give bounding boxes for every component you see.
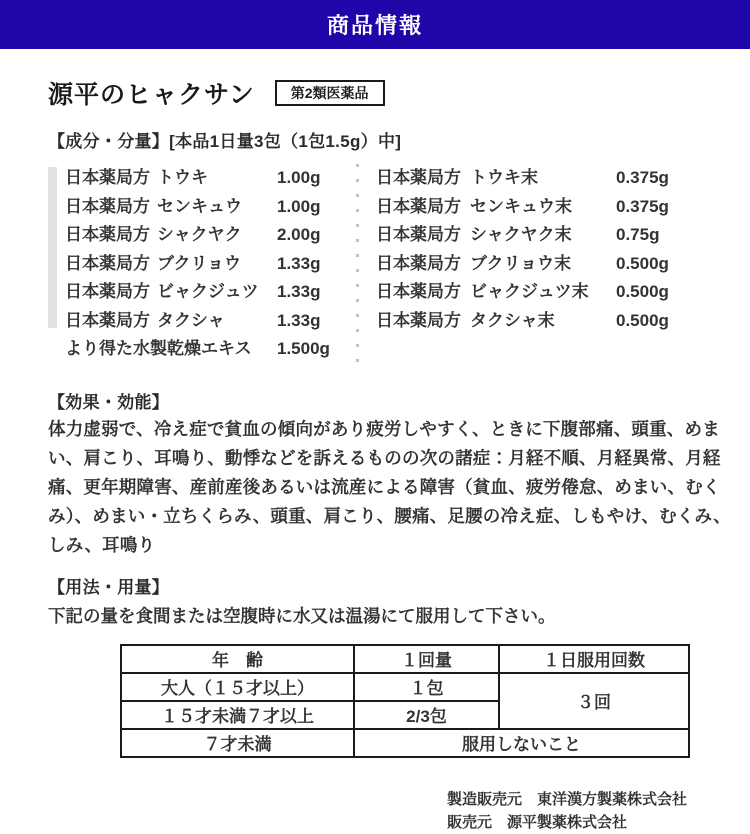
ingredient-row: 日本薬局方 ブクリョウ末 0.500g bbox=[376, 253, 669, 273]
column-divider-dotted-line bbox=[356, 164, 359, 365]
company-info bbox=[48, 788, 730, 834]
product-header bbox=[48, 75, 730, 111]
col-header-times: １日服用回数 bbox=[499, 645, 689, 673]
drug-classification-badge: 第2類医薬品 bbox=[275, 80, 385, 106]
dosage-heading: 【用法・用量】 bbox=[48, 577, 170, 597]
ingredients-left-column bbox=[48, 164, 343, 364]
table-row-under7 bbox=[121, 729, 689, 757]
dosage-table bbox=[120, 644, 690, 758]
ingredient-row: 日本薬局方 ビャクジュツ末 0.500g bbox=[376, 282, 669, 301]
content-area bbox=[0, 75, 750, 834]
col-header-age: 年 齢 bbox=[121, 645, 354, 673]
ingredient-row: 日本薬局方 センキュウ 1.00g bbox=[65, 196, 321, 216]
manufacturer-line: 製造販売元 東洋漢方製薬株式会社 bbox=[447, 790, 688, 808]
ingredient-row: 日本薬局方 トウキ 1.00g bbox=[65, 168, 321, 187]
ingredient-row: 日本薬局方 シャクヤク 2.00g bbox=[65, 225, 321, 244]
adult-dose-cell: １包 bbox=[354, 673, 499, 701]
table-row-adult bbox=[121, 673, 689, 701]
child-age-cell: １５才未満７才以上 bbox=[121, 701, 354, 729]
ingredient-row: 日本薬局方 ビャクジュツ 1.33g bbox=[65, 282, 321, 301]
seller-line: 販売元 源平製薬株式会社 bbox=[447, 813, 628, 831]
ingredients-heading: 【成分・分量】[本品1日量3包（1包1.5g）中] bbox=[48, 132, 402, 151]
extract-total-row: より得た水製乾燥エキス 1.500g bbox=[65, 339, 330, 358]
ingredient-row: 日本薬局方 タクシャ末 0.500g bbox=[376, 310, 669, 330]
ingredient-row: 日本薬局方 ブクリョウ 1.33g bbox=[65, 253, 321, 273]
adult-age-cell: 大人（１５才以上） bbox=[121, 673, 354, 701]
section-banner bbox=[0, 0, 750, 49]
under7-age-cell: ７才未満 bbox=[121, 729, 354, 757]
banner-title: 商品情報 bbox=[326, 13, 423, 38]
table-header-row bbox=[121, 645, 689, 673]
product-name: 源平のヒャクサン bbox=[48, 81, 255, 109]
ingredients-right-column bbox=[356, 164, 669, 364]
col-header-dose: １回量 bbox=[354, 645, 499, 673]
left-column-accent-bar bbox=[48, 167, 57, 328]
under7-note-cell: 服用しないこと bbox=[354, 729, 689, 757]
ingredient-row: 日本薬局方 シャクヤク末 0.75g bbox=[376, 225, 660, 244]
efficacy-text: 体力虚弱で、冷え症で貧血の傾向があり疲労しやすく、ときに下腹部痛、頭重、めまい、肩こり、耳鳴り、動悸などを訴えるものの次の諸症：月経不順、月経異常、月経痛、更年期障害、産前産後あるいは流産による障害（貧血、疲労倦怠、めまい、むくみ）、めまい・立ちくらみ、頭重、肩こり、腰痛、足腰の冷え症、しもやけ、むくみ、しみ、耳鳴り bbox=[48, 418, 731, 555]
child-dose-cell: 2/3包 bbox=[354, 701, 499, 729]
ingredients-columns bbox=[48, 164, 730, 364]
efficacy-heading: 【効果・効能】 bbox=[48, 392, 170, 412]
ingredient-row: 日本薬局方 トウキ末 0.375g bbox=[376, 168, 669, 187]
ingredient-row: 日本薬局方 センキュウ末 0.375g bbox=[376, 196, 669, 216]
times-per-day-cell: ３回 bbox=[499, 673, 689, 729]
dosage-instruction: 下記の量を食間または空腹時に水又は温湯にて服用して下さい。 bbox=[48, 605, 556, 626]
ingredient-row: 日本薬局方 タクシャ 1.33g bbox=[65, 310, 321, 330]
